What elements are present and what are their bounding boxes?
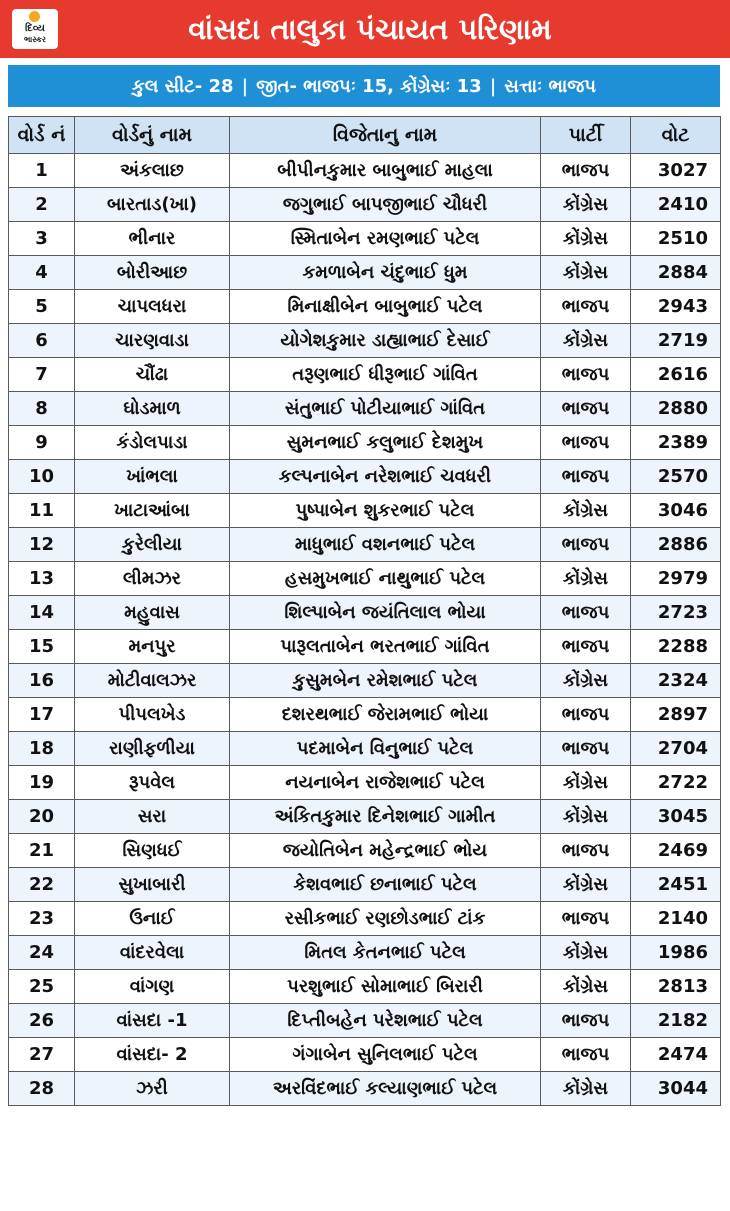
winner-name-cell: શિલ્પાબેન જયંતિલાલ ભોયા — [230, 596, 541, 630]
party-cell: કોંગ્રેસ — [541, 562, 631, 596]
table-row — [9, 970, 721, 1004]
ward-no-cell: 7 — [9, 358, 75, 392]
table-body — [9, 154, 721, 1106]
winner-name-cell: મિનાક્ષીબેન બાબુભાઈ પટેલ — [230, 290, 541, 324]
ward-no-cell: 5 — [9, 290, 75, 324]
winner-name-cell: પરશુભાઈ સોમાભાઈ બિરારી — [230, 970, 541, 1004]
ward-no-cell: 25 — [9, 970, 75, 1004]
party-cell: ભાજપ — [541, 460, 631, 494]
party-cell: કોંગ્રેસ — [541, 494, 631, 528]
party-cell: કોંગ્રેસ — [541, 324, 631, 358]
table-row — [9, 188, 721, 222]
ward-name-cell: ચૌંઢા — [75, 358, 230, 392]
table-row — [9, 800, 721, 834]
sun-icon — [29, 11, 40, 22]
ward-no-cell: 12 — [9, 528, 75, 562]
winner-name-cell: સ્મિતાબેન રમણભાઈ પટેલ — [230, 222, 541, 256]
votes-cell: 2474 — [631, 1038, 721, 1072]
votes-cell: 2943 — [631, 290, 721, 324]
votes-cell: 1986 — [631, 936, 721, 970]
ward-name-cell: ભીનાર — [75, 222, 230, 256]
divya-bhaskar-logo — [12, 9, 58, 49]
ward-no-cell: 2 — [9, 188, 75, 222]
table-row — [9, 528, 721, 562]
winner-name-cell: જગુભાઈ બાપજીભાઈ ચૌધરી — [230, 188, 541, 222]
party-cell: ભાજપ — [541, 732, 631, 766]
table-row — [9, 1004, 721, 1038]
party-cell: કોંગ્રેસ — [541, 664, 631, 698]
table-row — [9, 358, 721, 392]
winner-name-cell: કેશવભાઈ છનાભાઈ પટેલ — [230, 868, 541, 902]
party-cell: ભાજપ — [541, 290, 631, 324]
ward-name-cell: વાંગણ — [75, 970, 230, 1004]
party-cell: કોંગ્રેસ — [541, 1072, 631, 1106]
votes-cell: 2886 — [631, 528, 721, 562]
table-row — [9, 732, 721, 766]
party-cell: ભાજપ — [541, 1004, 631, 1038]
winner-name-cell: બીપીનકુમાર બાબુભાઈ માહલા — [230, 154, 541, 188]
ward-name-cell: રૂપવેલ — [75, 766, 230, 800]
ward-no-cell: 28 — [9, 1072, 75, 1106]
votes-cell: 2813 — [631, 970, 721, 1004]
winner-name-cell: પુષ્પાબેન શુકરભાઈ પટેલ — [230, 494, 541, 528]
votes-cell: 3046 — [631, 494, 721, 528]
winner-name-cell: અરવિંદભાઈ કલ્યાણભાઈ પટેલ — [230, 1072, 541, 1106]
ward-no-cell: 22 — [9, 868, 75, 902]
ward-no-cell: 18 — [9, 732, 75, 766]
votes-cell: 2719 — [631, 324, 721, 358]
ward-no-cell: 1 — [9, 154, 75, 188]
ward-name-cell: ઝરી — [75, 1072, 230, 1106]
ward-name-cell: સરા — [75, 800, 230, 834]
table-row — [9, 222, 721, 256]
table-row — [9, 1072, 721, 1106]
ward-no-cell: 16 — [9, 664, 75, 698]
table-row — [9, 426, 721, 460]
votes-cell: 2182 — [631, 1004, 721, 1038]
table-row — [9, 392, 721, 426]
table-row — [9, 766, 721, 800]
winner-name-cell: હસમુખભાઈ નાથુભાઈ પટેલ — [230, 562, 541, 596]
winner-name-cell: કમળાબેન ચંદુભાઈ ધુમ — [230, 256, 541, 290]
ward-name-cell: ચાપલધરા — [75, 290, 230, 324]
table-row — [9, 290, 721, 324]
winner-name-cell: દિપ્તીબહેન પરેશભાઈ પટેલ — [230, 1004, 541, 1038]
ward-name-cell: બારતાડ(ખા) — [75, 188, 230, 222]
ward-name-cell: ઉનાઈ — [75, 902, 230, 936]
winner-name-cell: કુસુમબેન રમેશભાઈ પટેલ — [230, 664, 541, 698]
ward-no-cell: 20 — [9, 800, 75, 834]
votes-cell: 2140 — [631, 902, 721, 936]
ward-name-cell: મોટીવાલઝર — [75, 664, 230, 698]
table-row — [9, 936, 721, 970]
ward-no-cell: 14 — [9, 596, 75, 630]
table-row — [9, 698, 721, 732]
votes-cell: 2722 — [631, 766, 721, 800]
ward-no-cell: 19 — [9, 766, 75, 800]
table-row — [9, 1038, 721, 1072]
winner-name-cell: કલ્પનાબેન નરેશભાઈ ચવધરી — [230, 460, 541, 494]
party-cell: ભાજપ — [541, 596, 631, 630]
table-header-row — [9, 117, 721, 154]
table-row — [9, 664, 721, 698]
table-row — [9, 460, 721, 494]
votes-cell: 2723 — [631, 596, 721, 630]
votes-cell: 2324 — [631, 664, 721, 698]
table-row — [9, 630, 721, 664]
ward-name-cell: કુરેલીયા — [75, 528, 230, 562]
ward-no-cell: 10 — [9, 460, 75, 494]
ward-name-cell: વાંસદા -1 — [75, 1004, 230, 1038]
table-row — [9, 902, 721, 936]
ward-no-cell: 24 — [9, 936, 75, 970]
party-cell: કોંગ્રેસ — [541, 868, 631, 902]
party-cell: કોંગ્રેસ — [541, 936, 631, 970]
page-title: વાંસદા તાલુકા પંચાયત પરિણામ — [188, 12, 552, 46]
ward-no-cell: 26 — [9, 1004, 75, 1038]
party-cell: ભાજપ — [541, 358, 631, 392]
ward-name-cell: મહુવાસ — [75, 596, 230, 630]
party-cell: કોંગ્રેસ — [541, 222, 631, 256]
ward-no-cell: 11 — [9, 494, 75, 528]
ward-name-cell: પીપલખેડ — [75, 698, 230, 732]
votes-cell: 2410 — [631, 188, 721, 222]
logo-text-line1: દિવ્ય — [25, 23, 45, 34]
ward-name-cell: બોરીઆછ — [75, 256, 230, 290]
votes-cell: 2616 — [631, 358, 721, 392]
ward-no-cell: 6 — [9, 324, 75, 358]
party-cell: કોંગ્રેસ — [541, 188, 631, 222]
ward-name-cell: ચારણવાડા — [75, 324, 230, 358]
winner-name-cell: પદમાબેન વિનુભાઈ પટેલ — [230, 732, 541, 766]
winner-name-cell: નયનાબેન રાજેશભાઈ પટેલ — [230, 766, 541, 800]
winner-name-cell: અંકિતકુમાર દિનેશભાઈ ગામીત — [230, 800, 541, 834]
table-row — [9, 596, 721, 630]
table-row — [9, 154, 721, 188]
party-cell: કોંગ્રેસ — [541, 766, 631, 800]
ward-name-cell: લીમઝર — [75, 562, 230, 596]
ward-name-cell: મનપુર — [75, 630, 230, 664]
votes-cell: 2704 — [631, 732, 721, 766]
winner-name-cell: પારૂલતાબેન ભરતભાઈ ગાંવિત — [230, 630, 541, 664]
ward-name-cell: સિણધઈ — [75, 834, 230, 868]
winner-name-cell: મિતલ કેતનભાઈ પટેલ — [230, 936, 541, 970]
table-row — [9, 494, 721, 528]
ward-no-cell: 21 — [9, 834, 75, 868]
ward-name-cell: વાંસદા- 2 — [75, 1038, 230, 1072]
title-bar — [0, 0, 730, 58]
party-cell: કોંગ્રેસ — [541, 256, 631, 290]
winner-name-cell: ગંગાબેન સુનિલભાઈ પટેલ — [230, 1038, 541, 1072]
party-cell: ભાજપ — [541, 154, 631, 188]
separator: | — [241, 75, 249, 97]
winner-name-cell: દશરથભાઈ જેરામભાઈ ભોયા — [230, 698, 541, 732]
votes-cell: 2880 — [631, 392, 721, 426]
party-cell: ભાજપ — [541, 834, 631, 868]
winner-name-cell: માધુભાઈ વશનભાઈ પટેલ — [230, 528, 541, 562]
ward-no-cell: 27 — [9, 1038, 75, 1072]
party-cell: ભાજપ — [541, 392, 631, 426]
ruling-party: સત્તાઃ ભાજપ — [504, 75, 596, 97]
winner-name-cell: સંતુભાઈ પોટીયાભાઈ ગાંવિત — [230, 392, 541, 426]
party-cell: ભાજપ — [541, 1038, 631, 1072]
ward-name-cell: અંકલાછ — [75, 154, 230, 188]
table-row — [9, 562, 721, 596]
votes-cell: 2570 — [631, 460, 721, 494]
party-cell: ભાજપ — [541, 426, 631, 460]
ward-no-cell: 13 — [9, 562, 75, 596]
winner-name-cell: જયોતિબેન મહેન્દ્રભાઈ ભોય — [230, 834, 541, 868]
ward-no-cell: 3 — [9, 222, 75, 256]
ward-name-cell: ઘોડમાળ — [75, 392, 230, 426]
winner-name-cell: યોગેશકુમાર ડાહ્યાભાઈ દેસાઈ — [230, 324, 541, 358]
ward-no-cell: 8 — [9, 392, 75, 426]
column-header-ward-name: વોર્ડનું નામ — [75, 117, 230, 154]
summary-bar — [8, 65, 720, 107]
votes-cell: 2979 — [631, 562, 721, 596]
ward-name-cell: રાણીફળીયા — [75, 732, 230, 766]
total-seats: કુલ સીટ- 28 — [132, 75, 234, 97]
ward-no-cell: 23 — [9, 902, 75, 936]
ward-name-cell: કંડોલપાડા — [75, 426, 230, 460]
votes-cell: 2469 — [631, 834, 721, 868]
votes-cell: 2510 — [631, 222, 721, 256]
separator: | — [489, 75, 497, 97]
votes-cell: 2451 — [631, 868, 721, 902]
column-header-votes: વોટ — [631, 117, 721, 154]
votes-cell: 2884 — [631, 256, 721, 290]
table-row — [9, 834, 721, 868]
table-row — [9, 868, 721, 902]
votes-cell: 2897 — [631, 698, 721, 732]
party-cell: ભાજપ — [541, 698, 631, 732]
table-row — [9, 256, 721, 290]
ward-no-cell: 15 — [9, 630, 75, 664]
votes-cell: 3027 — [631, 154, 721, 188]
ward-name-cell: ખાંભલા — [75, 460, 230, 494]
column-header-party: પાર્ટી — [541, 117, 631, 154]
votes-cell: 2288 — [631, 630, 721, 664]
votes-cell: 3045 — [631, 800, 721, 834]
ward-no-cell: 4 — [9, 256, 75, 290]
winner-name-cell: તરૂણભાઈ ધીરૂભાઈ ગાંવિત — [230, 358, 541, 392]
ward-name-cell: સુખાબારી — [75, 868, 230, 902]
ward-no-cell: 9 — [9, 426, 75, 460]
party-wins: જીત- ભાજપઃ 15, કોંગ્રેસઃ 13 — [256, 75, 482, 97]
table-row — [9, 324, 721, 358]
votes-cell: 3044 — [631, 1072, 721, 1106]
ward-name-cell: ખાટાઆંબા — [75, 494, 230, 528]
column-header-winner: વિજેતાનુ નામ — [230, 117, 541, 154]
winner-name-cell: રસીકભાઈ રણછોડભાઈ ટાંક — [230, 902, 541, 936]
results-table — [8, 116, 721, 1106]
party-cell: કોંગ્રેસ — [541, 970, 631, 1004]
party-cell: ભાજપ — [541, 630, 631, 664]
ward-no-cell: 17 — [9, 698, 75, 732]
party-cell: ભાજપ — [541, 902, 631, 936]
party-cell: ભાજપ — [541, 528, 631, 562]
ward-name-cell: વાંદરવેલા — [75, 936, 230, 970]
column-header-ward-no: વોર્ડ નં — [9, 117, 75, 154]
party-cell: કોંગ્રેસ — [541, 800, 631, 834]
votes-cell: 2389 — [631, 426, 721, 460]
logo-text-line2: ભાસ્કર — [23, 35, 47, 44]
winner-name-cell: સુમનભાઈ કલુભાઈ દેશમુખ — [230, 426, 541, 460]
